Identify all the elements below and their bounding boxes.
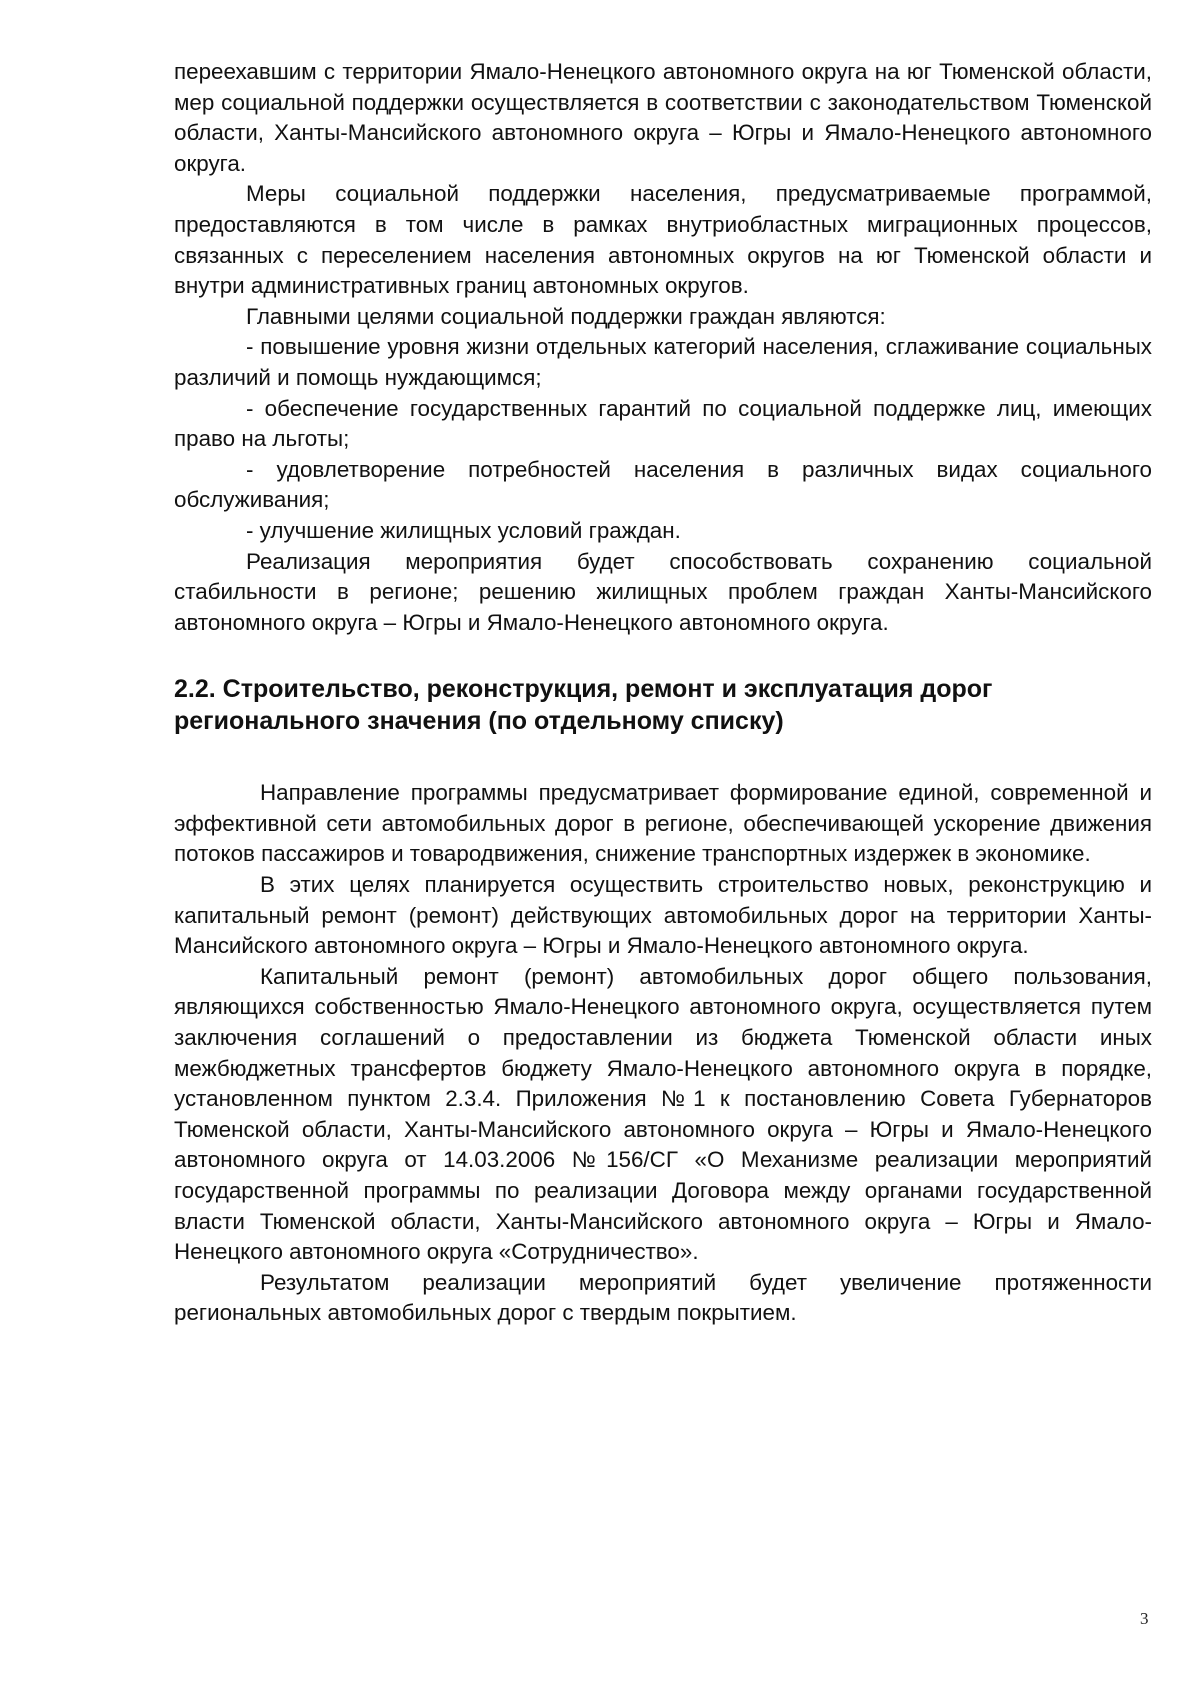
list-item: - обеспечение государственных гарантий по социальной поддержке лиц, имеющих право на льготы; xyxy=(174,395,1152,452)
paragraph: переехавшим с территории Ямало-Ненецкого автономного округа на юг Тюменской области, мер социальной поддержки осуществляется в соответствии с законодательством Тюменской области, Ханты-Мансийского автономного округа – Югры и Ямало-Ненецкого автономного округа. xyxy=(174,59,1152,176)
page-number: 3 xyxy=(1140,1609,1149,1628)
list-item: - повышение уровня жизни отдельных категорий населения, сглаживание социальных различий и помощь нуждающимся; xyxy=(174,334,1152,390)
section-body xyxy=(174,778,1152,1329)
paragraph: Капитальный ремонт (ремонт) автомобильных дорог общего пользования, являющихся собственностью Ямало-Ненецкого автономного округа, осуществляется путем заключения соглашений о предоставлении из бюджета Тюменской области иных межбюджетных трансфертов бюджету Ямало-Ненецкого автономного округа в порядке, установленном пунктом 2.3.4. Приложения №1 к постановлению Совета Губернаторов Тюменской области, Ханты-Мансийского автономного округа – Югры и Ямало-Ненецкого автономного округа от 14.03.2006 №156/СГ «О Механизме реализации мероприятий государственной программы по реализации Договора между органами государственной власти Тюменской области, Ханты-Мансийского автономного округа – Югры и Ямало-Ненецкого автономного округа «Сотрудничество». xyxy=(174,963,1152,1265)
paragraph: В этих целях планируется осуществить строительство новых, реконструкцию и капитальный ремонт (ремонт) действующих автомобильных дорог на территории Ханты-Мансийского автономного округа – Югры и Ямало-Ненецкого автономного округа. xyxy=(174,872,1152,959)
paragraph: Результатом реализации мероприятий будет увеличение протяженности региональных автомобильных дорог с твердым покрытием. xyxy=(174,1269,1152,1326)
list-item: - улучшение жилищных условий граждан. xyxy=(246,517,681,543)
document-body xyxy=(174,57,1152,1329)
paragraph: Направление программы предусматривает формирование единой, современной и эффективной сети автомобильных дорог в регионе, обеспечивающей ускорение движения потоков пассажиров и товародвижения, снижение транспортных издержек в экономике. xyxy=(174,780,1152,867)
paragraph: Меры социальной поддержки населения, предусматриваемые программой, предоставляются в том числе в рамках внутриобластных миграционных процессов, связанных с переселением населения автономных округов на юг Тюменской области и внутри административных границ автономных округов. xyxy=(174,181,1152,299)
section-heading: 2.2. Строительство, реконструкция, ремонт и эксплуатация дорог регионального значения (по отдельному списку) xyxy=(174,675,993,736)
list-item: - удовлетворение потребностей населения в различных видах социального обслуживания; xyxy=(174,456,1152,513)
paragraph: Главными целями социальной поддержки граждан являются: xyxy=(246,303,886,329)
paragraph: Реализация мероприятия будет способствовать сохранению социальной стабильности в регионе; решению жилищных проблем граждан Ханты-Мансийского автономного округа – Югры и Ямало-Ненецкого автономного округа. xyxy=(174,548,1152,635)
